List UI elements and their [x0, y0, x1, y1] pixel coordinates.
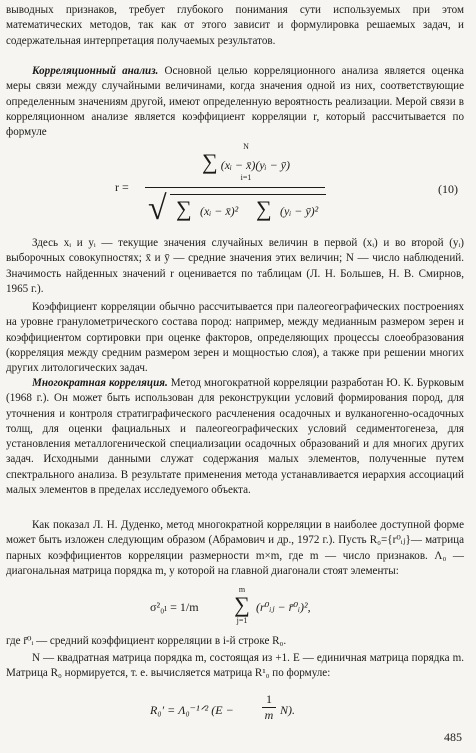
sum-upper-limit: N: [243, 142, 249, 151]
equation-sigma-lhs: σ²₀ₗ = 1/m: [150, 600, 199, 614]
section-heading-multiple: Многократная корреляция.: [32, 377, 168, 389]
denominator-term-b: (yᵢ − ȳ)²: [280, 204, 319, 218]
equation-denominator: [148, 192, 328, 226]
paragraph-applications: Коэффициент корреляции обычно рассчитывается при палеогеографических построениях на уровне гранулометрического состава пород: например, между медианным размером зерен и коэффициентом сортировки при оценке факторов, определяющих процессы слоеобразования (корреляция между средним размером зерен и мощностью слоя), а также при решении многих других литологических задач.: [6, 301, 464, 375]
sum-upper-limit-m: m: [238, 585, 246, 594]
equation-r0-fraction: [262, 692, 276, 723]
paragraph-correlation-body: Основной целью корреляционного анализа является оценка меры связи между случайными величинами, когда значения одной из них, соответствующие определенным значениям другой, имеют определенную вероятность реализации. Мерой связи в корреляционном анализе является коэффициент корреляции r, который рассчитывается по формуле: [6, 65, 464, 139]
denominator-term-a: (xᵢ − x̄)²: [200, 204, 239, 218]
paragraph-multiple-body: Метод многократной корреляции разработан Ю. К. Бурковым (1968 г.). Он может быть использован для реконструкции условий формирования пород, для уточнения и контроля стратиграфического расчленения осадочных и вулканогенно-осадочных толщ, для оценки фациальных и палеогеографических условий седиментогенеза, для установления металлогенической специализации осадочных образований и для многих других задач. Исходными данными служат содержания малых элементов, полученные путем спектрального анализа. В результате применения метода устанавливается иерархия ассоциаций малых элементов в пределах исследуемого объекта.: [6, 377, 464, 497]
equation-numerator: [186, 142, 306, 182]
sigma-symbol-b: ∑: [256, 196, 272, 221]
page-number: 485: [444, 730, 462, 744]
paragraph-correlation-analysis: [6, 64, 464, 140]
fraction-numerator: 1: [266, 692, 272, 706]
equation-number: (10): [438, 182, 458, 196]
sigma-symbol-a: ∑: [176, 196, 192, 221]
equation-r0-lhs: R₀′ = Λ₀⁻¹ᐟ² (E −: [150, 703, 234, 717]
sigma-symbol: ∑: [202, 149, 218, 174]
fraction-bar: [145, 187, 325, 188]
fraction-denominator: m: [264, 708, 274, 722]
paragraph-intro: выводных признаков, требует глубокого понимания сути используемых при этом математических методов, так как от этого зависит и формулировка решаемых задач, и содержательная интерпретация получаемых результатов.: [6, 4, 464, 47]
paragraph-matrices: N — квадратная матрица порядка m, состоящая из +1. E — единичная матрица порядка m. Матрица R₀ нормируется, т. е. вычисляется матрица R¹₀ по формуле:: [6, 652, 464, 680]
equation-sigma-sum: [232, 585, 252, 625]
root-sign: √: [148, 190, 167, 227]
equation-sigma-body: (r⁰ᵢⱼ − r̄⁰ᵢ)²,: [256, 600, 311, 614]
numerator-expression: (xᵢ − x̄)(yᵢ − ȳ): [220, 158, 290, 172]
paragraph-mean-coefficient: где r̄⁰ᵢ — средний коэффициент корреляции в i-й строке R₀.: [6, 635, 287, 647]
paragraph-notation: Здесь xᵢ и yᵢ — текущие значения случайных величин в первой (xᵢ) и во второй (yᵢ) выборочных совокупностях; x̄ и ȳ — средние значения этих величин; N — число наблюдений. Значимость найденных значений r оценивается по таблицам (Л. Н. Большев, Н. В. Смирнов, 1965 г.).: [6, 237, 464, 295]
section-heading-correlation: Корреляционный анализ.: [32, 65, 159, 77]
sigma-symbol-2: ∑: [234, 592, 250, 617]
root-bar: [170, 194, 326, 195]
equation-lhs: r =: [115, 180, 129, 194]
paragraph-dudenko: Как показал Л. Н. Дуденко, метод многократной корреляции в наиболее доступной форме может быть изложен следующим образом (Абрамович и др., 1972 г.). Пусть R₀={r⁰ᵢⱼ}— матрица парных коэффициентов корреляции размерности m×m, где m — число признаков. Λ₀ — диагональная матрица порядка m, у которой на главной диагонали стоят элементы:: [6, 519, 464, 577]
sum-lower-limit: i=1: [240, 173, 252, 182]
paragraph-multiple-correlation: [6, 376, 464, 498]
equation-r0-rhs: N).: [280, 703, 295, 717]
sum-lower-limit-j: j=1: [236, 616, 248, 625]
